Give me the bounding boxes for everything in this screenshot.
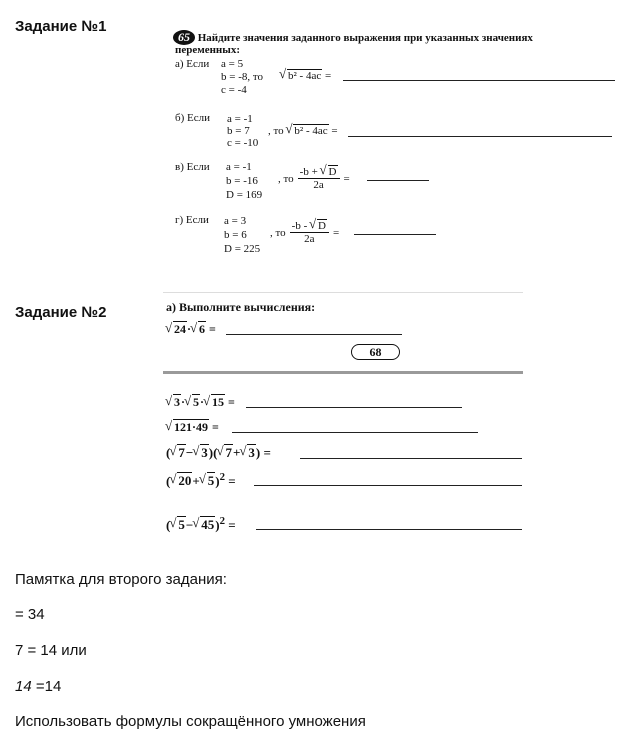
expr-1-radicand-3: 15	[212, 395, 225, 409]
item-v-radicand: D	[328, 166, 337, 178]
expr-0-answer-line	[226, 334, 402, 335]
expr-1-radicand-2: 5	[193, 395, 200, 409]
expr-3-equals: =	[263, 445, 271, 460]
expr-2-radicand: 121·49	[174, 420, 209, 434]
task1-heading: Задание №1	[15, 18, 107, 35]
item-g-radicand: D	[318, 220, 326, 232]
item-a-var1: a = 5	[221, 58, 244, 70]
expr-5-answer-line	[256, 529, 522, 530]
expr-4-op: +	[192, 473, 200, 489]
item-b-var1: a = -1	[227, 113, 253, 125]
expr-4-radicand-1: 20	[178, 473, 192, 489]
item-g-expression	[270, 220, 339, 245]
expr-2-equals: =	[212, 420, 219, 434]
memo-line-3-rest: =14	[31, 678, 62, 695]
item-v-var3: D = 169	[226, 189, 263, 201]
expr-4-power: 2	[219, 471, 226, 483]
item-v-var2: b = -16	[226, 175, 258, 187]
page-number-badge: 68	[351, 344, 400, 360]
item-g-label: г) Если	[175, 214, 209, 226]
item-v-fraction	[298, 166, 340, 191]
item-g-then: , то	[270, 226, 286, 239]
expr-3-radicand-4: 3	[248, 445, 255, 460]
item-v-denominator: 2a	[313, 179, 324, 191]
expr-0: √ 24·√ 6 =	[166, 322, 216, 337]
expr-2	[166, 420, 219, 435]
item-g-var2: b = 6	[224, 229, 247, 241]
task1-title-line2: переменных:	[175, 44, 241, 56]
task2-heading: Задание №2	[15, 304, 107, 321]
expr-4-answer-line	[254, 485, 522, 486]
expr-1-answer-line	[246, 407, 462, 408]
item-g-answer-line	[354, 234, 436, 235]
item-b-label: б) Если	[175, 112, 210, 124]
expr-5: (√ 5−√ 45)$^2$ =	[166, 515, 236, 533]
item-v-var1: a = -1	[226, 161, 252, 173]
expr-0-radicand-2: 6	[199, 322, 206, 336]
task2-subheading: а) Выполните вычисления:	[166, 300, 316, 314]
item-g-fraction	[290, 220, 329, 245]
expr-5-radicand-1: 5	[178, 517, 185, 533]
item-b-equals: =	[331, 125, 338, 137]
expr-2-answer-line	[232, 432, 478, 433]
item-g-var1: a = 3	[224, 215, 247, 227]
item-g-var3: D = 225	[224, 243, 261, 255]
item-v-numerator: -b +	[299, 166, 321, 178]
expr-1-equals: =	[228, 395, 235, 409]
expr-4-radicand-2: 5	[207, 473, 215, 489]
exercise-number-badge: 65	[173, 30, 195, 45]
item-a-label: а) Если	[175, 58, 210, 70]
item-v-answer-line	[367, 180, 429, 181]
expr-5-equals: =	[228, 517, 236, 533]
task1-title	[173, 30, 533, 45]
expr-1-radicand-1: 3	[174, 395, 180, 409]
item-b-expression	[268, 125, 338, 137]
page-divider	[163, 371, 523, 374]
expr-0-radicand-1: 24	[174, 322, 186, 336]
item-b-answer-line	[348, 136, 612, 137]
memo-title: Памятка для второго задания:	[15, 571, 227, 588]
item-g-equals: =	[332, 226, 340, 239]
item-b-var3: c = -10	[227, 137, 259, 149]
memo-line-4: Использовать формулы сокращённого умножения	[15, 713, 366, 730]
expr-3-radicand-3: 7	[225, 445, 232, 460]
expr-3-radicand-1: 7	[178, 445, 185, 460]
memo-line-3-italic: 14	[15, 678, 32, 695]
item-a-var2: b = -8, то	[221, 71, 264, 83]
expr-3-radicand-2: 3	[201, 445, 208, 460]
memo-line-2: 7 = 14 или	[15, 642, 87, 659]
item-a-answer-line	[343, 80, 615, 81]
expr-4: (√ 20+√ 5)$^2$ =	[166, 471, 236, 489]
task2-top-rule	[163, 292, 523, 293]
item-a-equals: =	[324, 70, 332, 82]
memo-line-3	[15, 678, 61, 695]
item-g-denominator: 2a	[304, 233, 315, 245]
expr-5-power: 2	[219, 515, 226, 527]
item-a-radicand: b² - 4ac	[288, 70, 322, 82]
expr-5-op: −	[185, 517, 194, 533]
item-g-numerator: -b -	[291, 220, 310, 232]
item-v-then: , то	[278, 172, 294, 185]
expr-5-radicand-2: 45	[201, 517, 215, 533]
expr-0-equals: =	[209, 322, 216, 336]
item-v-equals: =	[343, 172, 350, 185]
item-b-radicand: b² - 4ac	[294, 125, 328, 137]
item-a-expression	[280, 70, 331, 82]
expr-3-answer-line	[300, 458, 522, 459]
item-b-then: , то	[268, 125, 284, 137]
item-a-var3: c = -4	[221, 84, 247, 96]
memo-line-1: = 34	[15, 606, 45, 623]
expr-1: √ 3·√ 5·√ 15 =	[166, 395, 235, 410]
item-v-expression	[278, 166, 350, 191]
expr-3-op-1: −	[185, 445, 194, 460]
expr-3-op-2: +	[232, 445, 241, 460]
task1-title-line1: Найдите значения заданного выражения при указанных значениях	[197, 32, 533, 44]
item-v-label: в) Если	[175, 161, 210, 173]
expr-4-equals: =	[228, 473, 236, 489]
item-b-var2: b = 7	[227, 125, 250, 137]
expr-3: (√ 7−√ 3)(√ 7+√ 3) =	[166, 445, 271, 461]
